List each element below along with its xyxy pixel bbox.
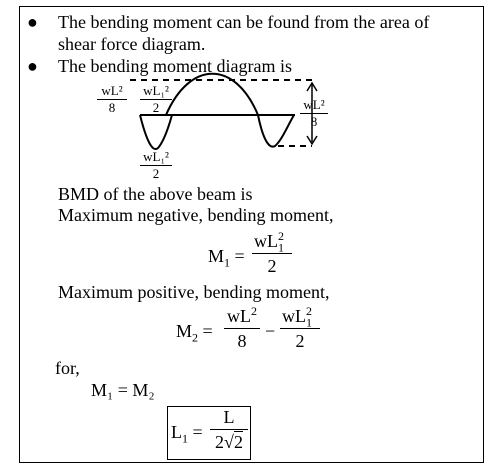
eq2-fraction-1 — [224, 305, 260, 352]
fraction-bar — [252, 253, 292, 254]
eq2-f2-numerator — [280, 304, 320, 330]
eq1-num-text: wL — [254, 231, 278, 251]
bullet-2-icon: ● — [27, 56, 38, 76]
bmd-line: BMD of the above beam is — [58, 184, 253, 204]
sqrt-icon: √ — [224, 432, 234, 452]
diagram-label-right — [300, 98, 328, 129]
eq1-lhs — [208, 245, 245, 270]
eq1-equals: = — [234, 246, 245, 266]
eq3: M₁ = M₂ — [91, 380, 155, 400]
diagram-label-left — [97, 84, 127, 115]
eq2-lhs-subscript: 2 — [192, 330, 199, 345]
diagram-label-inner — [140, 84, 172, 115]
max-negative-line: Maximum negative, bending moment, — [58, 205, 334, 225]
diagram-label-bottom-num: wL₁² — [143, 149, 169, 164]
bullet-1-icon: ● — [27, 12, 38, 32]
eq4-den-prefix: 2 — [215, 432, 225, 452]
bullet-2-line-1: The bending moment diagram is — [58, 56, 292, 76]
eq4-numerator: L — [223, 407, 235, 427]
eq2-f1-num-sup: 2 — [251, 304, 257, 318]
bending-moment-diagram — [0, 0, 488, 200]
diagram-label-left-num: wL² — [101, 83, 123, 98]
diagram-label-bottom-den: 2 — [152, 166, 160, 181]
eq1-num-sup: 2 — [278, 229, 284, 243]
eq1-fraction — [252, 230, 292, 277]
diagram-label-left-den: 8 — [108, 100, 116, 115]
bullet-1-line-1: The bending moment can be found from the area of — [58, 12, 430, 32]
diagram-label-inner-den: 2 — [152, 100, 160, 115]
eq4-lhs-subscript: 1 — [182, 431, 188, 446]
eq4-den-root: 2 — [233, 432, 243, 452]
fraction-bar — [280, 328, 320, 329]
bullet-1-line-2: shear force diagram. — [58, 34, 206, 54]
eq2-f1-numerator — [224, 305, 260, 327]
diagram-label-inner-num: wL₁² — [143, 83, 169, 98]
eq2-f1-denominator: 8 — [237, 331, 247, 351]
eq1-lhs-symbol: M — [208, 246, 225, 266]
eq2-f2-denominator: 2 — [295, 331, 305, 351]
diagram-label-right-num: wL² — [303, 97, 325, 112]
eq1-numerator — [252, 229, 292, 255]
eq4-denominator — [210, 431, 248, 453]
eq4-lhs-symbol: L — [171, 422, 182, 442]
eq2-lhs — [176, 320, 213, 345]
fraction-bar — [210, 429, 248, 430]
eq1-lhs-subscript: 1 — [224, 255, 231, 270]
eq2-f1-num-text: wL — [227, 306, 251, 326]
max-positive-line: Maximum positive, bending moment, — [58, 282, 330, 302]
for-label: for, — [55, 358, 80, 378]
eq2-f2-num-text: wL — [282, 306, 306, 326]
eq1-num-sub: 1 — [278, 240, 284, 255]
eq2-lhs-symbol: M — [176, 321, 193, 341]
fraction-bar — [224, 328, 260, 329]
eq2-f2-num-sup: 2 — [306, 304, 312, 318]
diagram-label-right-den: 8 — [310, 114, 318, 129]
eq4-lhs — [171, 421, 203, 446]
eq1-denominator: 2 — [267, 256, 277, 276]
diagram-label-bottom — [140, 150, 172, 181]
eq4-equals: = — [192, 422, 203, 442]
eq2-f2-num-sub: 1 — [306, 315, 312, 330]
eq2-minus: − — [265, 321, 276, 341]
eq2-fraction-2 — [280, 305, 320, 352]
eq2-equals: = — [202, 321, 213, 341]
eq4-fraction — [210, 406, 248, 453]
